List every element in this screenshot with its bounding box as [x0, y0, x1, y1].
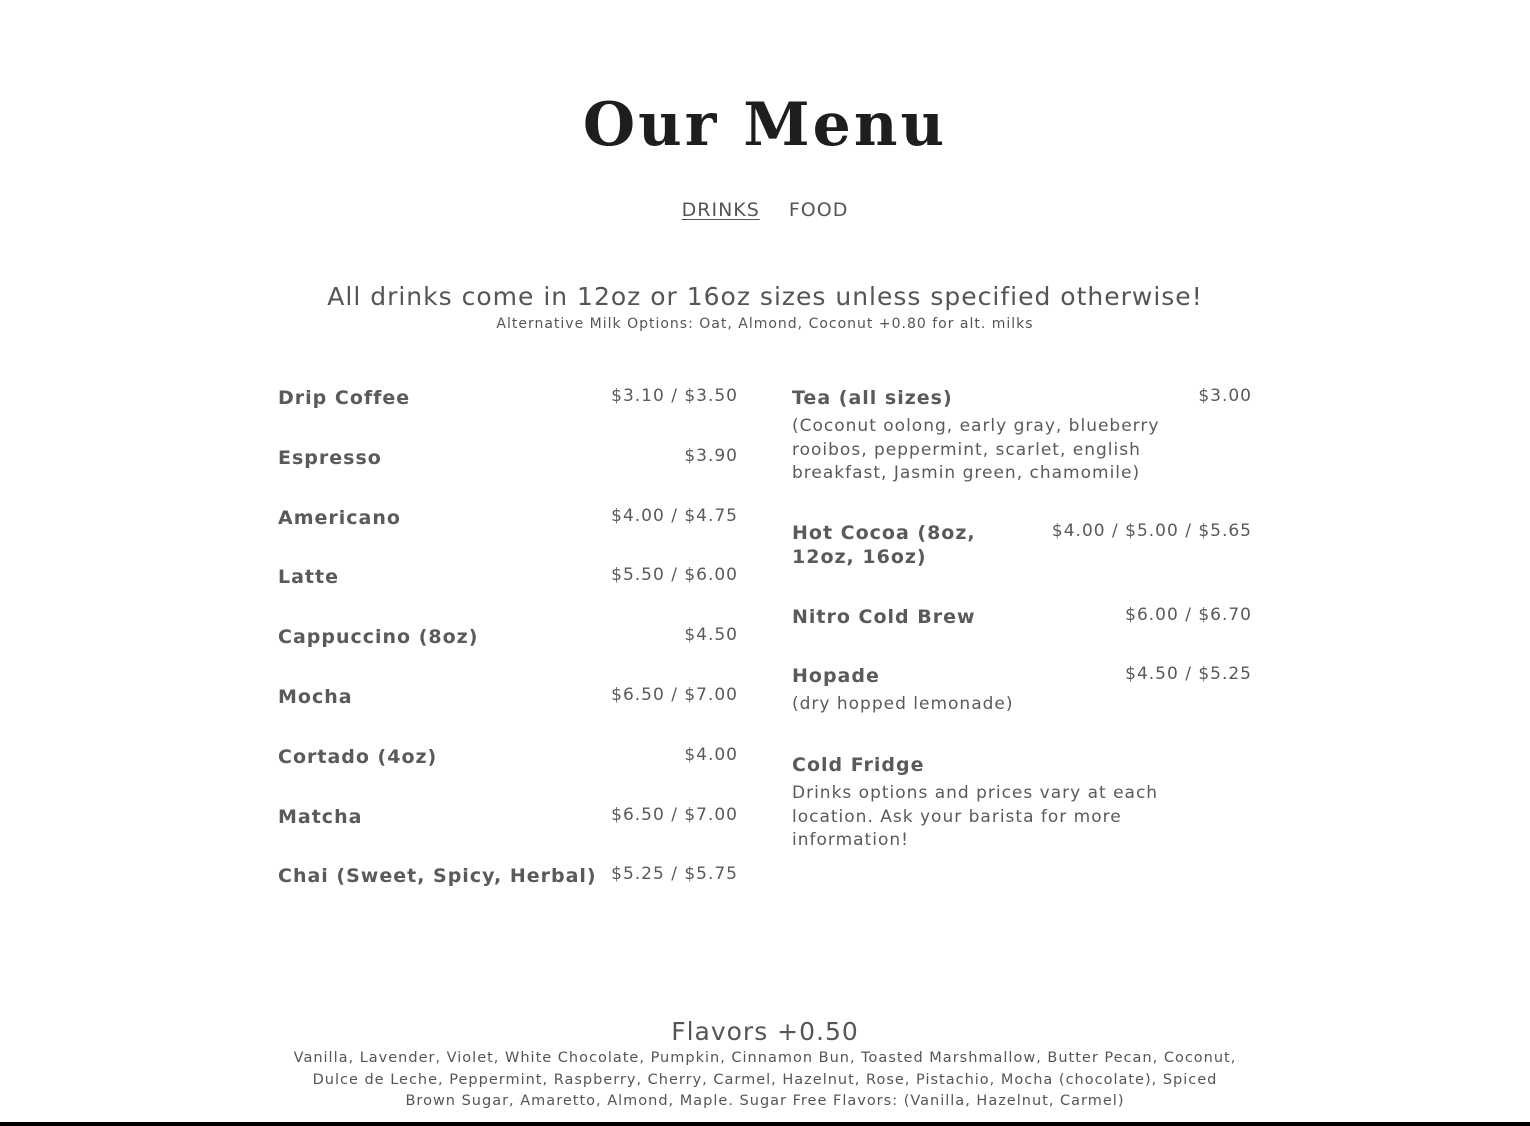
item-description: (Coconut oolong, early gray, blueberry rooibos, peppermint, scarlet, english breakfast, Jasmin green, chamomile) — [792, 416, 1160, 483]
item-name: Espresso — [278, 446, 382, 469]
item-price: $5.25 / $5.75 — [611, 864, 738, 885]
item-name: Cortado (4oz) — [278, 745, 438, 768]
item-name: Latte — [278, 566, 339, 589]
item-name: Americano — [278, 506, 401, 529]
menu-item — [792, 664, 1252, 753]
menu-item — [792, 386, 1252, 521]
item-price: $6.00 / $6.70 — [1125, 605, 1252, 625]
item-price: $4.00 / $5.00 / $5.65 — [1051, 521, 1252, 541]
item-price: $3.00 — [1198, 386, 1252, 406]
menu-item — [278, 625, 738, 685]
menu-item — [278, 565, 738, 625]
menu-item — [278, 386, 738, 446]
menu-column-right — [792, 386, 1252, 853]
menu-item — [278, 446, 738, 506]
menu-item — [278, 506, 738, 566]
item-price: $4.00 — [684, 744, 738, 765]
item-price: $6.50 / $7.00 — [611, 684, 738, 705]
menu-item — [792, 605, 1252, 664]
alt-milk-note: Alternative Milk Options: Oat, Almond, Coconut +0.80 for alt. milks — [496, 316, 1034, 332]
item-price: $5.50 / $6.00 — [611, 565, 738, 586]
menu-column-left — [278, 386, 738, 924]
flavors-list: Vanilla, Lavender, Violet, White Chocolate, Pumpkin, Cinnamon Bun, Toasted Marshmallow, Butter Pecan, Coconut, Dulce de Leche, Peppermint, Raspberry, Cherry, Carmel, Hazelnut, Rose, Pistachio, Mocha (chocolate), Spiced Brown Sugar, Amaretto, Almond, Maple. Sugar Free Flavors: (Vanilla, Hazelnut, Carmel) — [293, 1050, 1237, 1109]
item-price: $6.50 / $7.00 — [611, 804, 738, 825]
flavors-title: Flavors +0.50 — [671, 1017, 859, 1046]
menu-item — [792, 521, 1252, 605]
menu-item — [792, 753, 1252, 853]
menu-nav — [0, 198, 1530, 222]
item-name: Cold Fridge — [792, 754, 925, 776]
item-name: Cappuccino (8oz) — [278, 626, 479, 649]
item-name: Tea (all sizes) — [792, 387, 953, 409]
item-price: $4.00 / $4.75 — [611, 505, 738, 526]
item-name: Nitro Cold Brew — [792, 606, 976, 628]
page-title: Our Menu — [582, 90, 948, 160]
sizes-headline: All drinks come in 12oz or 16oz sizes unless specified otherwise! — [327, 282, 1203, 311]
tab-drinks[interactable]: DRINKS — [681, 199, 760, 221]
menu-item — [278, 805, 738, 865]
bottom-bar — [0, 1122, 1530, 1126]
item-price: $4.50 — [684, 625, 738, 646]
item-name: Mocha — [278, 685, 353, 708]
item-price: $3.10 / $3.50 — [611, 386, 738, 406]
menu-item — [278, 745, 738, 805]
item-description: Drinks options and prices vary at each location. Ask your barista for more information! — [792, 783, 1159, 850]
item-name: Matcha — [278, 805, 363, 828]
item-price: $3.90 — [684, 445, 738, 466]
item-description: (dry hopped lemonade) — [792, 694, 1014, 714]
item-name: Chai (Sweet, Spicy, Herbal) — [278, 865, 597, 888]
tab-food[interactable]: FOOD — [788, 199, 849, 221]
menu-item — [278, 864, 738, 924]
item-name: Hopade — [792, 665, 880, 687]
menu-item — [278, 685, 738, 745]
item-price: $4.50 / $5.25 — [1125, 664, 1252, 684]
item-name: Drip Coffee — [278, 387, 411, 409]
item-name: Hot Cocoa (8oz, 12oz, 16oz) — [792, 522, 976, 568]
